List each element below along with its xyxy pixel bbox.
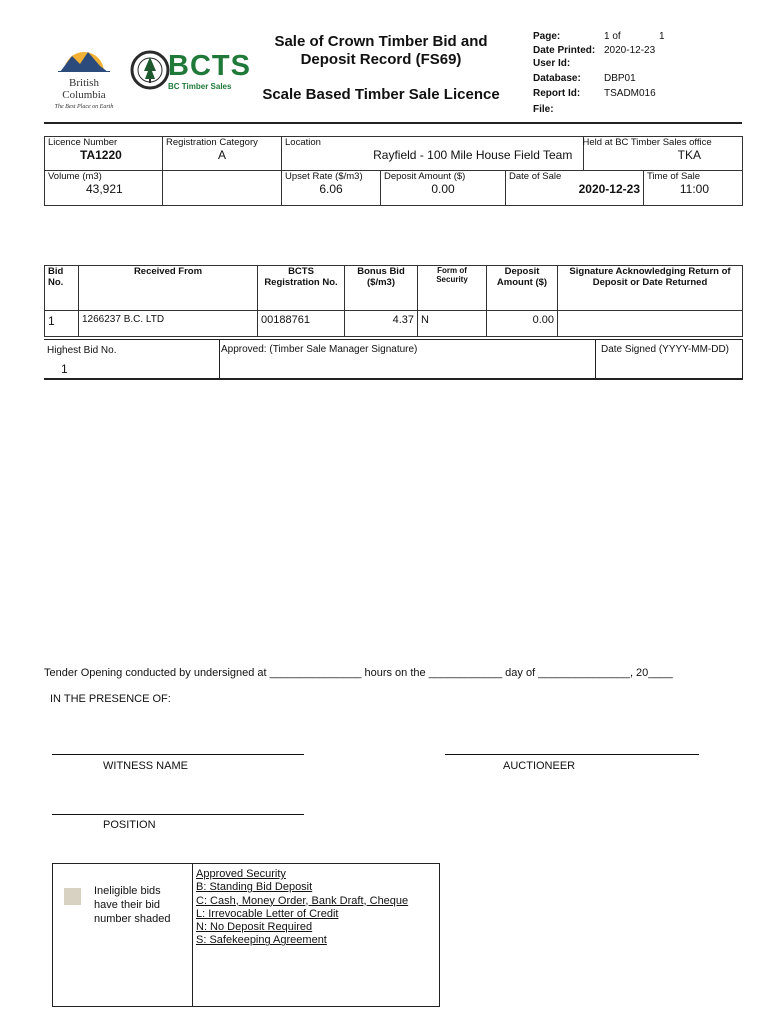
licence-info-table (44, 136, 743, 206)
database-label: Database: (533, 73, 581, 84)
deposit-amount-value: 0.00 (431, 182, 455, 196)
held-at-value: TKA (677, 148, 701, 162)
page-total: 1 (659, 31, 665, 42)
shaded-note-line1: Ineligible bids (94, 885, 161, 897)
time-of-sale-label: Time of Sale (647, 171, 700, 182)
report-title-line2: Deposit Record (FS69) (300, 51, 462, 68)
licence-number-value: TA1220 (80, 148, 122, 162)
sunrise-icon (48, 42, 120, 72)
tender-opening-line: Tender Opening conducted by undersigned at _______________ hours on the ____________ day of _______________, 20____ (44, 667, 673, 679)
approval-divider-2 (595, 339, 596, 379)
received-from-cell: 1266237 B.C. LTD (79, 311, 258, 337)
deposit-amount-cell: 0.00 (487, 311, 558, 337)
registration-category-cell (163, 137, 282, 171)
legend-item: N: No Deposit Required (196, 921, 313, 934)
location-label: Location (285, 137, 321, 148)
tree-seal-icon (130, 45, 170, 95)
presence-label: IN THE PRESENCE OF: (50, 693, 171, 705)
bids-table (44, 265, 743, 337)
bc-logo-line2: Columbia (62, 89, 106, 101)
bonus-bid-cell: 4.37 (345, 311, 418, 337)
table-row (45, 311, 743, 337)
position-label: POSITION (103, 819, 156, 831)
approval-row-top (44, 339, 743, 340)
page-value: 1 of (604, 31, 621, 42)
header-divider (44, 122, 742, 124)
approved-signature-label: Approved: (Timber Sale Manager Signature) (221, 344, 418, 355)
form-of-security-header: Form of Security (418, 266, 487, 311)
signature-header: Signature Acknowledging Return of Deposit or Date Returned (558, 266, 743, 311)
report-subtitle: Scale Based Timber Sale Licence (262, 86, 500, 103)
approval-row-bottom (44, 378, 743, 380)
legend-item: S: Safekeeping Agreement (196, 934, 327, 947)
volume-value: 43,921 (86, 182, 123, 196)
deposit-amount-cell (381, 171, 506, 206)
ineligible-shade-swatch (64, 888, 81, 905)
date-of-sale-label: Date of Sale (509, 171, 562, 182)
file-label: File: (533, 104, 554, 115)
user-id-label: User Id: (533, 58, 571, 69)
position-signature-line[interactable] (52, 814, 304, 815)
page-label: Page: (533, 31, 561, 42)
location-cell (282, 137, 584, 171)
highest-bid-label: Highest Bid No. (47, 345, 117, 356)
forest-service-seal (130, 45, 170, 95)
bc-government-logo (48, 42, 120, 110)
bcts-logo-text: BCTS (168, 50, 251, 82)
licence-number-cell (45, 137, 163, 171)
registration-category-label: Registration Category (166, 137, 258, 148)
approval-divider-3 (742, 339, 743, 379)
bcts-registration-cell: 00188761 (258, 311, 345, 337)
report-title-line1: Sale of Crown Timber Bid and (274, 33, 488, 50)
date-signed-label: Date Signed (YYYY-MM-DD) (601, 344, 730, 355)
upset-rate-label: Upset Rate ($/m3) (285, 171, 363, 182)
bcts-logo-subtext: BC Timber Sales (168, 82, 232, 91)
volume-label: Volume (m3) (48, 171, 102, 182)
shaded-note-line3: number shaded (94, 913, 171, 925)
auctioneer-signature-line[interactable] (445, 754, 699, 755)
bc-logo-line1: British (69, 77, 99, 89)
form-of-security-cell: N (418, 311, 487, 337)
highest-bid-value: 1 (61, 362, 68, 376)
legend-item: L: Irrevocable Letter of Credit (196, 907, 339, 920)
bc-logo-tagline: The Best Place on Earth (54, 104, 114, 110)
time-of-sale-cell (644, 171, 743, 206)
report-id-value: TSADM016 (604, 88, 656, 99)
location-value: Rayfield - 100 Mile House Field Team (373, 148, 573, 162)
upset-rate-value: 6.06 (319, 182, 343, 196)
database-value: DBP01 (604, 73, 636, 84)
empty-cell (163, 171, 282, 206)
upset-rate-cell (282, 171, 381, 206)
report-id-label: Report Id: (533, 88, 581, 99)
approval-divider-1 (219, 339, 220, 379)
legend-item: Approved Security (196, 868, 286, 880)
date-printed-value: 2020-12-23 (604, 45, 656, 56)
received-from-header: Received From (79, 266, 258, 311)
date-of-sale-cell (506, 171, 644, 206)
held-at-label: Held at BC Timber Sales office (582, 137, 712, 148)
auctioneer-label: AUCTIONEER (503, 760, 576, 772)
signature-cell (558, 311, 743, 337)
held-at-cell (584, 137, 743, 171)
witness-name-label: WITNESS NAME (103, 760, 188, 772)
legend-divider (192, 863, 193, 1006)
legend-item: C: Cash, Money Order, Bank Draft, Cheque (196, 894, 409, 907)
registration-category-value: A (217, 148, 226, 162)
shaded-note (94, 884, 170, 926)
date-of-sale-value: 2020-12-23 (578, 182, 640, 196)
bcts-registration-header: BCTS Registration No. (258, 266, 345, 311)
date-printed-label: Date Printed: (533, 45, 596, 56)
witness-signature-line[interactable] (52, 754, 304, 755)
volume-cell (45, 171, 163, 206)
bonus-bid-header: Bonus Bid ($/m3) (345, 266, 418, 311)
deposit-amount-label: Deposit Amount ($) (384, 171, 466, 182)
time-of-sale-value: 11:00 (679, 182, 709, 196)
deposit-amount-header: Deposit Amount ($) (487, 266, 558, 311)
security-legend-list (196, 868, 408, 948)
bid-no-header: Bid No. (45, 266, 79, 311)
licence-number-label: Licence Number (48, 137, 118, 148)
bid-no-cell: 1 (45, 311, 79, 337)
shaded-note-line2: have their bid (94, 899, 161, 911)
legend-item: B: Standing Bid Deposit (196, 881, 313, 894)
